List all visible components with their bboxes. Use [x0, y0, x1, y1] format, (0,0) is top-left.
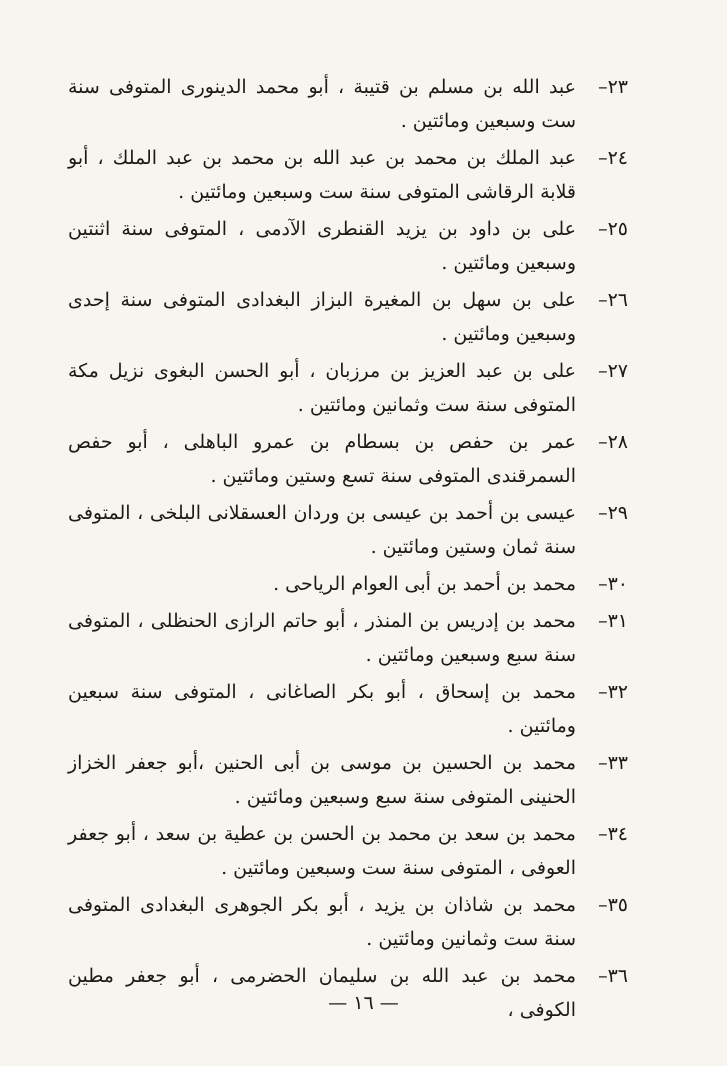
list-item: [68, 496, 628, 564]
entry-text: محمد بن أحمد بن أبى العوام الرياحى .: [273, 573, 576, 595]
entry-number: ٣٠–: [598, 573, 628, 595]
entry-number: ٢٤–: [598, 147, 628, 169]
entry-number: ٢٣–: [598, 76, 628, 98]
entry-text: محمد بن إسحاق ، أبو بكر الصاغانى ، المتوفى سنة سبعين ومائتين .: [68, 681, 576, 737]
list-item: [68, 746, 628, 814]
list-item: [68, 817, 628, 885]
entry-text: على بن عبد العزيز بن مرزبان ، أبو الحسن البغوى نزيل مكة المتوفى سنة ست وثمانين ومائتين .: [68, 360, 576, 416]
entry-number: ٢٥–: [598, 218, 628, 240]
entry-text: محمد بن شاذان بن يزيد ، أبو بكر الجوهرى البغدادى المتوفى سنة ست وثمانين ومائتين .: [68, 894, 576, 950]
list-item: [68, 212, 628, 280]
entry-text: محمد بن إدريس بن المنذر ، أبو حاتم الرازى الحنظلى ، المتوفى سنة سبع وسبعين ومائتين .: [68, 610, 576, 666]
list-item: [68, 888, 628, 956]
entry-text: محمد بن سعد بن محمد بن الحسن بن عطية بن سعد ، أبو جعفر العوفى ، المتوفى سنة ست وسبعين ومائتين .: [68, 823, 576, 879]
entry-text: عبد الملك بن محمد بن عبد الله بن محمد بن عبد الملك ، أبو قلابة الرقاشى المتوفى سنة ست وسبعين ومائتين .: [68, 147, 576, 203]
list-item: [68, 675, 628, 743]
entry-number: ٣٦–: [598, 965, 628, 987]
page-number: — ١٦ —: [328, 992, 399, 1014]
entry-number: ٣٥–: [598, 894, 628, 916]
entry-text: عمر بن حفص بن بسطام بن عمرو الباهلى ، أبو حفص السمرقندى المتوفى سنة تسع وستين ومائتين .: [68, 431, 576, 487]
entry-number: ٢٩–: [598, 502, 628, 524]
entry-text: محمد بن الحسين بن موسى بن أبى الحنين ،أبو جعفر الخزاز الحنينى المتوفى سنة سبع وسبعين ومائتين .: [68, 752, 576, 808]
list-item: [68, 141, 628, 209]
entry-number: ٣١–: [598, 610, 628, 632]
list-item: [68, 70, 628, 138]
entry-text: على بن داود بن يزيد القنطرى الآدمى ، المتوفى سنة اثنتين وسبعين ومائتين .: [68, 218, 576, 274]
list-item: [68, 604, 628, 672]
entry-text: على بن سهل بن المغيرة البزاز البغدادى المتوفى سنة إحدى وسبعين ومائتين .: [68, 289, 576, 345]
list-item: [68, 425, 628, 493]
list-item: [68, 283, 628, 351]
entry-number: ٣٤–: [598, 823, 628, 845]
entry-number: ٢٦–: [598, 289, 628, 311]
entry-number: ٢٨–: [598, 431, 628, 453]
entry-text: عبد الله بن مسلم بن قتيبة ، أبو محمد الدينورى المتوفى سنة ست وسبعين ومائتين .: [68, 76, 576, 132]
entry-text: محمد بن عبد الله بن سليمان الحضرمى ، أبو جعفر مطين الكوفى ،: [68, 965, 576, 1021]
list-item: [68, 567, 628, 601]
list-item: [68, 354, 628, 422]
entry-text: عيسى بن أحمد بن عيسى بن وردان العسقلانى البلخى ، المتوفى سنة ثمان وستين ومائتين .: [68, 502, 576, 558]
entry-number: ٣٢–: [598, 681, 628, 703]
entry-list: [68, 70, 628, 1030]
entry-number: ٣٣–: [598, 752, 628, 774]
entry-number: ٢٧–: [598, 360, 628, 382]
